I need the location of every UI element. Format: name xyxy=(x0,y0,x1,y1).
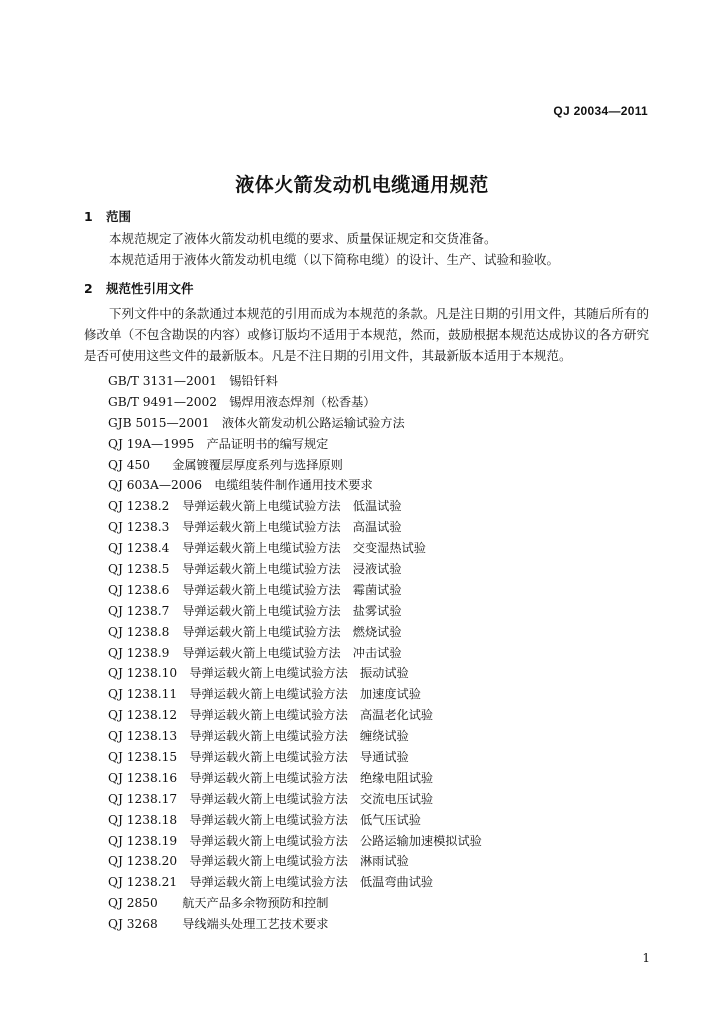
section-2-intro: 下列文件中的条款通过本规范的引用而成为本规范的条款。凡是注日期的引用文件，其随后所有的修改单（不包含勘误的内容）或修订版均不适用于本规范，然而，鼓励根据本规范达成协议的各方研究是否可使用这些文件的最新版本。凡是不注日期的引用文件，其最新版本适用于本规范。 xyxy=(84,306,649,363)
section-2-number: 2 xyxy=(84,281,93,296)
reference-item xyxy=(108,663,482,684)
reference-title: 导弹运载火箭上电缆试验方法 导通试验 xyxy=(189,750,409,765)
reference-item xyxy=(108,684,482,705)
reference-item xyxy=(108,434,482,455)
reference-code: QJ 19A—1995 xyxy=(108,436,195,451)
section-1-paragraph-2: 本规范适用于液体火箭发动机电缆（以下简称电缆）的设计、生产、试验和验收。 xyxy=(109,252,560,267)
section-2-heading xyxy=(84,279,194,297)
reference-item xyxy=(108,496,482,517)
reference-title: 产品证明书的编写规定 xyxy=(206,436,329,451)
reference-code: QJ 1238.7 xyxy=(108,603,170,618)
reference-item xyxy=(108,893,482,914)
reference-title: 导弹运载火箭上电缆试验方法 冲击试验 xyxy=(182,645,402,660)
reference-title: 导弹运载火箭上电缆试验方法 高温试验 xyxy=(182,520,402,535)
reference-code: QJ 1238.4 xyxy=(108,541,170,556)
reference-code: QJ 1238.21 xyxy=(108,875,178,890)
document-title: 液体火箭发动机电缆通用规范 xyxy=(235,174,489,196)
reference-code: QJ 1238.12 xyxy=(108,708,178,723)
reference-code: GB/T 3131—2001 xyxy=(108,374,218,388)
reference-title: 金属镀覆层厚度系列与选择原则 xyxy=(172,457,343,472)
reference-code: QJ 450 xyxy=(108,457,151,472)
reference-title: 导弹运载火箭上电缆试验方法 低温试验 xyxy=(182,499,402,514)
reference-code: QJ 3268 xyxy=(108,917,158,932)
reference-title: 导弹运载火箭上电缆试验方法 公路运输加速模拟试验 xyxy=(189,833,482,848)
reference-title: 导弹运载火箭上电缆试验方法 缠绕试验 xyxy=(189,729,409,744)
standard-code: QJ 20034—2011 xyxy=(553,104,648,118)
reference-item xyxy=(108,580,482,601)
reference-code: QJ 603A—2006 xyxy=(108,478,203,493)
reference-item xyxy=(108,726,482,747)
reference-code: QJ 1238.11 xyxy=(108,687,178,702)
reference-title: 导弹运载火箭上电缆试验方法 绝缘电阻试验 xyxy=(189,770,434,785)
reference-title: 导弹运载火箭上电缆试验方法 交变湿热试验 xyxy=(182,541,426,556)
reference-item xyxy=(108,601,482,622)
reference-item xyxy=(108,475,482,496)
reference-title: 导弹运载火箭上电缆试验方法 低气压试验 xyxy=(189,812,421,827)
reference-item xyxy=(108,455,482,476)
reference-title: 导弹运载火箭上电缆试验方法 淋雨试验 xyxy=(189,854,409,869)
reference-title: 导弹运载火箭上电缆试验方法 加速度试验 xyxy=(189,687,421,702)
reference-title: 导弹运载火箭上电缆试验方法 低温弯曲试验 xyxy=(189,875,434,890)
reference-item xyxy=(108,768,482,789)
reference-list xyxy=(108,371,482,935)
reference-item xyxy=(108,622,482,643)
reference-title: 电缆组装件制作通用技术要求 xyxy=(214,478,373,493)
reference-item xyxy=(108,810,482,831)
reference-code: QJ 2850 xyxy=(108,896,158,911)
reference-item xyxy=(108,872,482,893)
reference-title: 导弹运载火箭上电缆试验方法 霉菌试验 xyxy=(182,582,402,597)
section-1-number: 1 xyxy=(84,209,93,224)
reference-code: QJ 1238.17 xyxy=(108,791,178,806)
reference-code: QJ 1238.2 xyxy=(108,499,170,514)
reference-code: QJ 1238.10 xyxy=(108,666,178,681)
reference-title: 导线端头处理工艺技术要求 xyxy=(182,917,329,932)
reference-code: QJ 1238.6 xyxy=(108,582,170,597)
reference-code: QJ 1238.20 xyxy=(108,854,178,869)
reference-title: 导弹运载火箭上电缆试验方法 浸液试验 xyxy=(182,562,402,577)
reference-code: QJ 1238.5 xyxy=(108,562,170,577)
reference-title: 液体火箭发动机公路运输试验方法 xyxy=(221,415,405,430)
reference-item xyxy=(108,392,482,413)
reference-code: QJ 1238.3 xyxy=(108,520,170,535)
reference-title: 导弹运载火箭上电缆试验方法 振动试验 xyxy=(189,666,409,681)
reference-item xyxy=(108,831,482,852)
reference-code: GJB 5015—2001 xyxy=(108,415,210,430)
reference-code: QJ 1238.15 xyxy=(108,750,178,765)
reference-item xyxy=(108,517,482,538)
reference-title: 锡焊用液态焊剂（松香基） xyxy=(229,394,376,409)
reference-title: 导弹运载火箭上电缆试验方法 燃烧试验 xyxy=(182,624,402,639)
section-1-heading xyxy=(84,207,131,225)
reference-code: QJ 1238.13 xyxy=(108,729,178,744)
reference-title: 导弹运载火箭上电缆试验方法 高温老化试验 xyxy=(189,708,434,723)
page-number: 1 xyxy=(642,951,650,965)
section-1-paragraph-1: 本规范规定了液体火箭发动机电缆的要求、质量保证规定和交货准备。 xyxy=(109,231,497,246)
reference-title: 锡铅钎料 xyxy=(229,374,278,388)
reference-title: 导弹运载火箭上电缆试验方法 交流电压试验 xyxy=(189,791,434,806)
reference-item xyxy=(108,747,482,768)
reference-code: QJ 1238.18 xyxy=(108,812,178,827)
reference-item xyxy=(108,643,482,664)
reference-code: QJ 1238.19 xyxy=(108,833,178,848)
section-2-title: 规范性引用文件 xyxy=(106,281,194,296)
reference-title: 航天产品多余物预防和控制 xyxy=(182,896,329,911)
reference-code: GB/T 9491—2002 xyxy=(108,394,218,409)
reference-item xyxy=(108,413,482,434)
reference-title: 导弹运载火箭上电缆试验方法 盐雾试验 xyxy=(182,603,402,618)
section-1-title: 范围 xyxy=(106,209,132,224)
reference-code: QJ 1238.8 xyxy=(108,624,170,639)
reference-item xyxy=(108,705,482,726)
reference-code: QJ 1238.16 xyxy=(108,770,178,785)
reference-item xyxy=(108,538,482,559)
reference-item xyxy=(108,559,482,580)
reference-item xyxy=(108,851,482,872)
reference-code: QJ 1238.9 xyxy=(108,645,170,660)
reference-item xyxy=(108,789,482,810)
reference-item xyxy=(108,914,482,935)
reference-item xyxy=(108,371,482,392)
